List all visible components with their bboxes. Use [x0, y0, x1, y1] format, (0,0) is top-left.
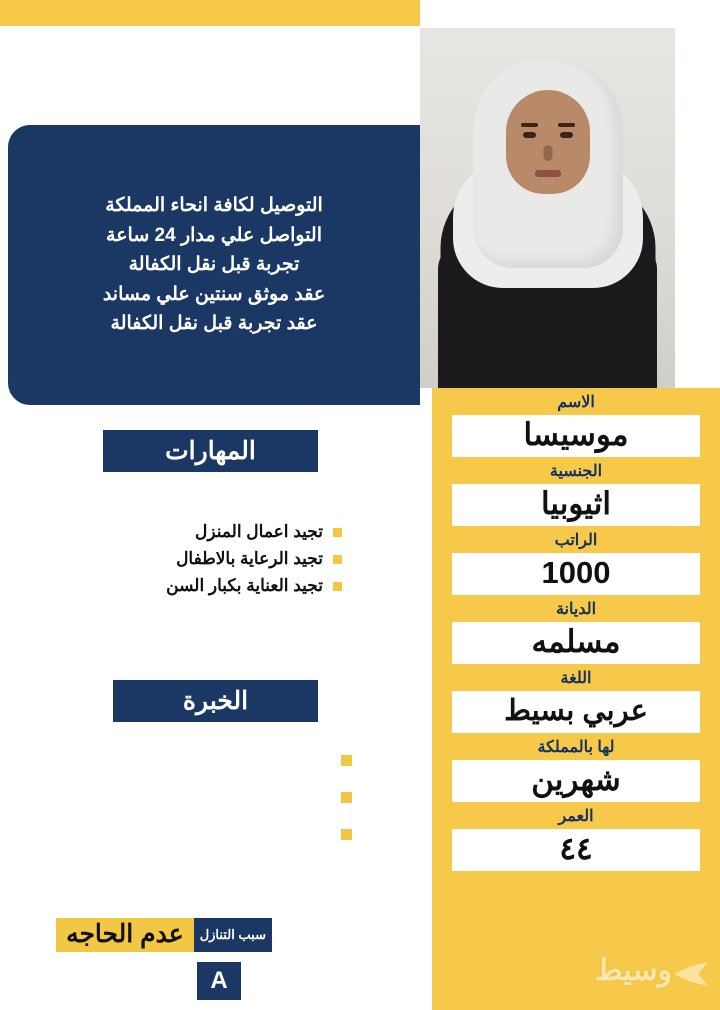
experience-item [0, 755, 400, 766]
photo-eyebrow-right [558, 123, 575, 127]
info-value: شهرين [452, 760, 700, 802]
skill-label: تجيد اعمال المنزل [194, 522, 323, 541]
banner-line: تجربة قبل نقل الكفالة [128, 254, 300, 276]
info-field-age [444, 806, 708, 871]
bullet-icon [341, 792, 352, 803]
info-label: الديانة [555, 601, 597, 618]
top-strip-right [420, 0, 720, 28]
info-label: اللغة [560, 670, 592, 687]
photo-mouth [535, 170, 561, 177]
services-banner [8, 125, 420, 405]
info-value: عربي بسيط [452, 691, 700, 733]
photo-eye-left [523, 132, 536, 138]
watermark-text: وسيط [594, 954, 672, 987]
grade-badge: A [197, 962, 241, 1000]
skill-label: تجيد الرعاية بالاطفال [176, 549, 323, 568]
info-field-language [444, 668, 708, 733]
photo-nose [543, 145, 552, 161]
info-field-name [444, 392, 708, 457]
info-value: ٤٤ [452, 829, 700, 871]
banner-line: عقد موثق سنتين علي مساند [102, 283, 326, 305]
experience-section-title: الخبرة [113, 680, 318, 722]
services-banner-lines [103, 191, 325, 338]
banner-line: التواصل علي مدار 24 ساعة [106, 224, 322, 246]
transfer-reason-label: سبب التنازل [194, 918, 272, 952]
info-field-religion [444, 599, 708, 664]
bullet-icon [341, 755, 352, 766]
skill-item [0, 576, 400, 596]
info-value: اثيوبيا [452, 484, 700, 526]
banner-line: عقد تجربة قبل نقل الكفالة [110, 313, 318, 335]
bullet-icon [333, 582, 342, 591]
photo-eye-right [560, 132, 573, 138]
bullet-icon [333, 555, 342, 564]
experience-list [0, 755, 400, 866]
experience-item [0, 792, 400, 803]
transfer-reason [42, 918, 272, 952]
bullet-icon [333, 528, 342, 537]
banner-line: التوصيل لكافة انحاء المملكة [105, 195, 323, 217]
info-panel [432, 388, 720, 1010]
info-field-nationality [444, 461, 708, 526]
photo-eyebrow-left [521, 123, 538, 127]
skills-section-title: المهارات [103, 430, 318, 472]
experience-item [0, 829, 400, 840]
info-field-salary [444, 530, 708, 595]
info-value: موسيسا [452, 415, 700, 457]
info-field-duration-in-kingdom [444, 737, 708, 802]
skill-item [0, 549, 400, 569]
info-label: الراتب [554, 532, 598, 549]
info-label: لها بالمملكة [537, 739, 615, 756]
info-label: الاسم [557, 394, 595, 411]
top-accent-strip-left [0, 0, 420, 26]
skill-item [0, 522, 400, 542]
bullet-icon [341, 829, 352, 840]
transfer-reason-value: عدم الحاجه [56, 918, 194, 952]
info-value: مسلمه [452, 622, 700, 664]
info-label: الجنسية [549, 463, 603, 480]
photo-face [506, 90, 590, 194]
worker-photo [420, 28, 675, 388]
skill-label: تجيد العناية بكبار السن [166, 576, 323, 595]
info-value: 1000 [452, 553, 700, 595]
skills-list [0, 522, 400, 603]
info-label: العمر [558, 808, 594, 825]
